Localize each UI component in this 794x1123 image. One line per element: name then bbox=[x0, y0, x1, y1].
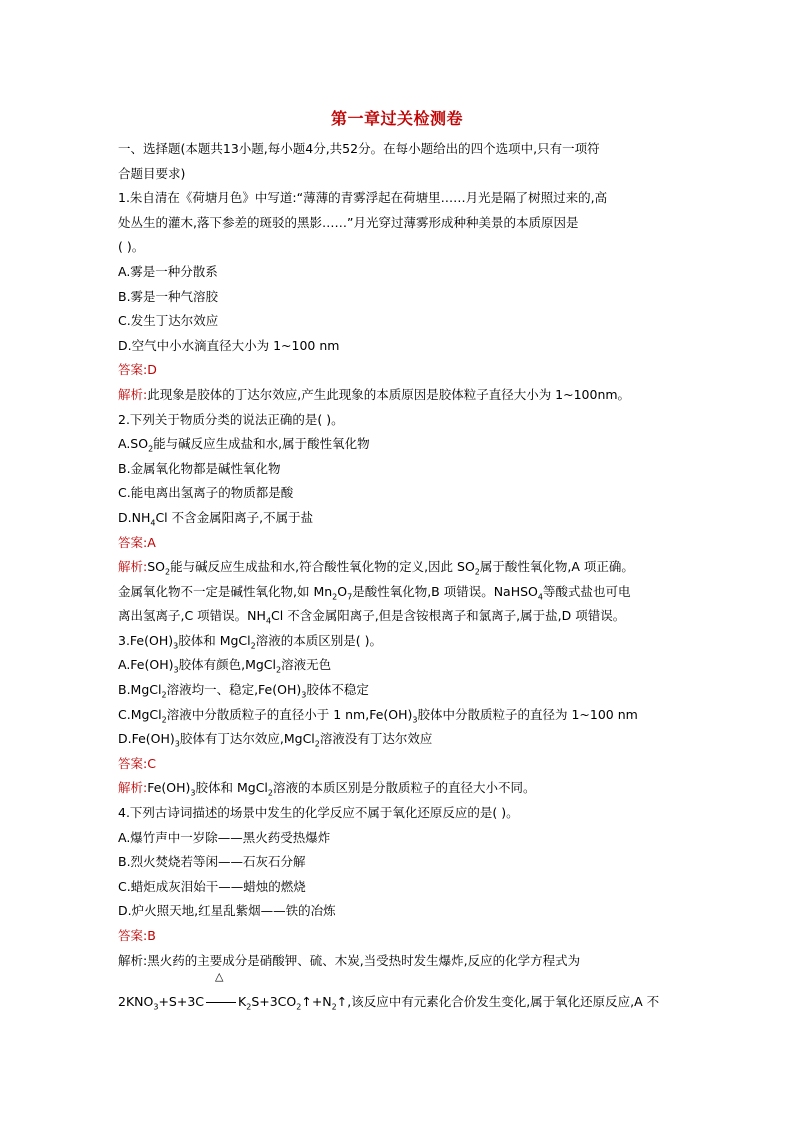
reaction-arrow bbox=[204, 970, 238, 1019]
question-4-option-a: A.爆竹声中一岁除——黑火药受热爆炸 bbox=[118, 829, 331, 845]
question-3-stem: $3.Fe(OH)_3$胶体和 MgCl$_2$溶液的本质区别是( )。 bbox=[118, 632, 382, 651]
page-title: 第一章过关检测卷 bbox=[330, 109, 463, 128]
question-1-option-c: C.发生丁达尔效应 bbox=[118, 313, 219, 329]
question-3-option-a: $A.Fe(OH)_3$胶体有颜色,MgCl$_2$溶液无色 bbox=[118, 657, 332, 675]
question-3-analysis: 解析$:Fe(OH)_3$胶体和 MgCl$_2$溶液的本质区别是分散质粒子的直径大小不同。 bbox=[118, 780, 536, 798]
question-2-option-a: $A.SO_2$能与碱反应生成盐和水,属于酸性氧化物 bbox=[118, 436, 370, 454]
question-4-option-d: D.炉火照天地,红星乱紫烟——铁的冶炼 bbox=[118, 903, 336, 919]
section-heading: 一、选择题(本题共13小题,每小题4分,共52分。在每小题给出的四个选项中,只有一项符 bbox=[118, 141, 600, 156]
analysis-label: 解析: bbox=[118, 780, 148, 796]
section-heading-cont: 合题目要求) bbox=[118, 165, 186, 181]
heat-condition-icon: △ bbox=[215, 970, 224, 984]
question-1-option-d: D.空气中小水滴直径大小为 1~100 nm bbox=[118, 337, 340, 353]
question-2-option-c: C.能电离出氢离子的物质都是酸 bbox=[118, 485, 294, 501]
question-1-blank: ( )。 bbox=[118, 239, 145, 255]
question-4-stem: 4.下列古诗词描述的场景中发生的化学反应不属于氧化还原反应的是( )。 bbox=[118, 805, 519, 821]
question-2-analysis: 解析$:SO_2$能与碱反应生成盐和水,符合酸性氧化物的定义,因此 $SO_2$属于酸性氧化物,A 项正确。 bbox=[118, 559, 634, 577]
question-3-option-b: B.MgCl$_2$溶液均一、稳定$,Fe(OH)_3$胶体不稳定 bbox=[118, 682, 369, 700]
question-2-analysis-cont: 离出氢离子,C 项错误。$NH_4Cl$ 不含金属阳离子,但是含铵根离子和氯离子,属于盐,D 项错误。 bbox=[118, 608, 626, 626]
question-1-option-a: A.雾是一种分散系 bbox=[118, 263, 218, 279]
question-3-option-c: C.MgCl$_2$溶液中分散质粒子的直径小于 1 $nm,Fe(OH)_3$胶体中分散质粒子的直径为 1~100 nm bbox=[118, 706, 638, 725]
question-2-option-d: $D.NH_4Cl$ 不含金属阳离子,不属于盐 bbox=[118, 509, 314, 528]
analysis-label: 解析: bbox=[118, 559, 148, 575]
question-1-answer: 答案:D bbox=[118, 362, 157, 378]
question-1-stem-cont: 处丛生的灌木,落下参差的斑驳的黑影……”月光穿过薄雾形成种种美景的本质原因是 bbox=[118, 214, 579, 230]
question-2-option-b: B.金属氧化物都是碱性氧化物 bbox=[118, 460, 281, 476]
question-4-option-c: C.蜡炬成灰泪始干——蜡烛的燃烧 bbox=[118, 878, 306, 894]
question-2-analysis-cont: 金属氧化物不一定是碱性氧化物,如 $Mn_2O_7$是酸性氧化物,B 项错误。NaHSO$_4$等酸式盐也可电 bbox=[118, 583, 631, 602]
question-4-option-b: B.烈火焚烧若等闲——石灰石分解 bbox=[118, 854, 306, 870]
question-4-answer: 答案:B bbox=[118, 928, 156, 943]
analysis-label: 解析: bbox=[118, 386, 148, 402]
document-body bbox=[118, 137, 678, 1012]
question-1-stem: 1.朱自清在《荷塘月色》中写道:“薄薄的青雾浮起在荷塘里……月光是隔了树照过来的,高 bbox=[118, 190, 608, 206]
question-2-stem: 2.下列关于物质分类的说法正确的是( )。 bbox=[118, 411, 344, 427]
question-2-answer: 答案:A bbox=[118, 534, 156, 550]
question-3-answer: 答案:C bbox=[118, 755, 156, 771]
question-3-option-d: $D.Fe(OH)_3$胶体有丁达尔效应,MgCl$_2$溶液没有丁达尔效应 bbox=[118, 731, 433, 749]
question-4-analysis: 解析:黑火药的主要成分是硝酸钾、硫、木炭,当受热时发生爆炸,反应的化学方程式为 bbox=[118, 952, 581, 968]
question-1-analysis: 解析:此现象是胶体的丁达尔效应,产生此现象的本质原因是胶体粒子直径大小为 1~100nm。 bbox=[118, 386, 631, 402]
question-1-option-b: B.雾是一种气溶胶 bbox=[118, 288, 219, 304]
chemical-equation: $2KNO_3+S+3C$ △ $K_2S+3CO_2↑+N_2↑$,该反应中有元素化合价发生变化,属于氧化还原反应,A 不 bbox=[118, 985, 678, 1019]
